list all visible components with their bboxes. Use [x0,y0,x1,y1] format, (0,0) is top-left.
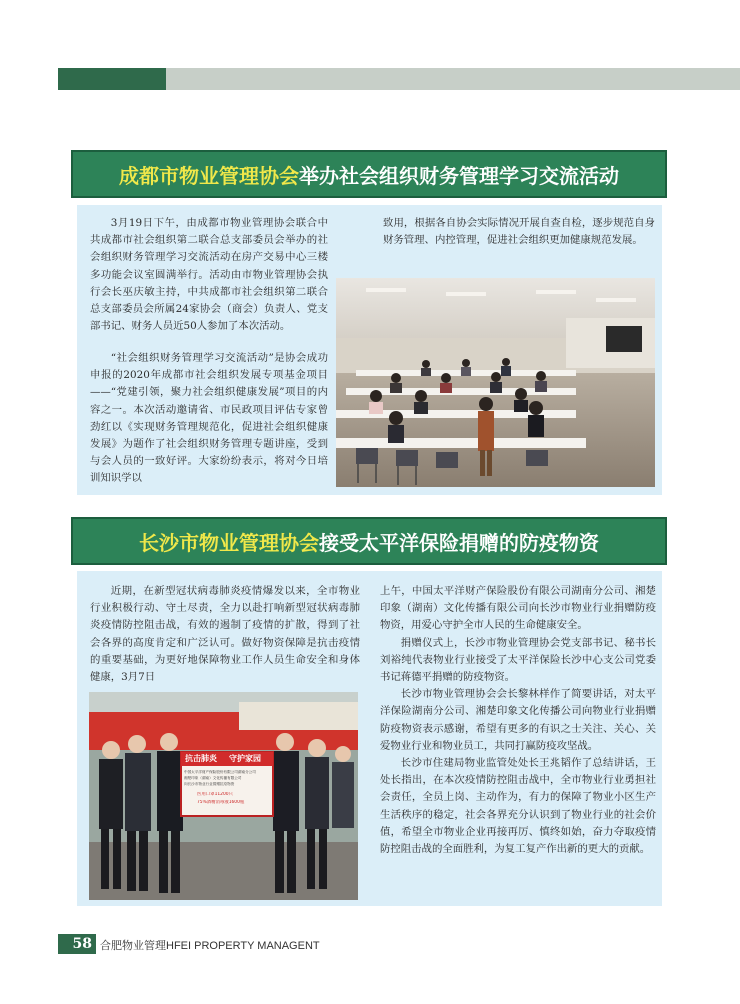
donation-sign-line-3: 向长沙市物业行业捐赠抗疫物资 [184,782,235,786]
donation-sign-left: 抗击肺炎 [185,754,217,763]
article2-paragraph-1: 近期，在新型冠状病毒肺炎疫情爆发以来，全市物业行业积极行动、守土尽责，全力以赴打响新型冠状病毒肺炎疫情防控阻击战，有效的遏制了疫情的扩散，得到了社会各界的高度肯定和广泛认可。做好物资保障是抗击疫情的重要基础，为更好地保障物业工作人员生命安全和身体健康，3月7日 [90,585,360,684]
article1-paragraph-2: “社会组织财务管理学习交流活动”是协会成功申报的2020年成都市社会组织发展专项基金项目——“党建引领，聚力社会组织健康发展”项目的内容之一。本次活动邀请省、市民政项目评估专家曾劲红以《实现财务管理规范化，促进社会组织健康发展》为题作了社会组织财务管理专题讲座，受到与会人员的一致好评。大家纷纷表示，将对今日培训知识学以 [90,352,328,485]
article1-paragraph-3: 致用，根据各自协会实际情况开展自查自检，逐步规范自身财务管理、内控管理，促进社会组织更加健康规范发展。 [383,217,655,247]
donation-photo [89,692,358,900]
article2-title [71,517,667,565]
magazine-name: 合肥物业管理HFEI PROPERTY MANAGENT [100,940,320,952]
article1-title [71,150,667,198]
donation-sign-line-5: 75%酒精消毒液1600瓶 [197,800,245,805]
article1-paragraph-1: 3月19日下午，由成都市物业管理协会联合中共成都市社会组织第二联合总支部委员会举办的社会组织财务管理学习交流活动在房产交易中心三楼多功能会议室圆满举行。活动由市物业管理协会执行会长巫庆敏主持，中共成都市社会组织第二联合总支部委员会所属24家协会（商会）负责人、党支部书记、财务人员近50人参加了本次活动。 [90,217,328,333]
section-title-cn: 友好协会 [66,4,135,23]
article2-paragraph-2: 上午，中国太平洋财产保险股份有限公司湖南分公司、湘楚印象（湖南）文化传播有限公司向长沙市物业行业捐赠防疫物资，用爱心守护全市人民的生命健康安全。 [380,585,656,632]
meeting-photo-illustration [336,278,655,487]
article2-title-highlight: 长沙市物业管理协会 [139,530,319,555]
article2-title-rest: 接受太平洋保险捐赠的防疫物资 [319,530,599,555]
donation-sign-line-4: 医用口罩11200只 [197,792,233,797]
article1-column-left-top [90,215,328,335]
donation-sign-line-1: 中国太平洋财产保险股份有限公司湖南分公司 [184,770,256,774]
section-header-band [166,68,740,90]
section-header [0,68,740,90]
section-header-block [58,68,166,90]
article2-column-left [90,583,360,686]
article1-column-left-bottom [90,350,362,488]
article2-paragraph-4: 长沙市物业管理协会会长黎林样作了简要讲话，对太平洋保险湖南分公司、湘楚印象文化传播公司向物业行业捐赠防疫物资表示感谢，希望有更多的有识之士关注、关心、关爱物业行业和物业员工，共同打赢防疫攻坚战。 [380,688,656,752]
article1-title-rest: 举办社会组织财务管理学习交流活动 [299,163,619,188]
article1-title-highlight: 成都市物业管理协会 [119,163,299,188]
article1-column-right [383,215,655,249]
article2-paragraph-5: 长沙市住建局物业监管处处长王兆韬作了总结讲话，王处长指出，在本次疫情防控阻击战中，全市物业行业勇担社会责任，全员上岗、主动作为，有力的保障了物业小区生产生活秩序的稳定，社会各界充分认识到了物业行业的社会价值，希望全市物业企业再接再厉、慎终如始，奋力夺取疫情防控阻击战的全面胜利，为复工复产作出新的更大的贡献。 [380,757,656,856]
article2-paragraph-3: 捐赠仪式上，长沙市物业管理协会党支部书记、秘书长刘裕纯代表物业行业接受了太平洋保险长沙中心支公司党委书记蒋德平捐赠的防疫物资。 [380,636,656,684]
meeting-photo [336,278,655,487]
section-title-en: Friendship Association [176,4,277,15]
page-number: 58 [58,934,96,954]
article2-column-right [380,583,656,858]
donation-sign-right: 守护家园 [229,754,261,763]
donation-sign-line-2: 湘楚印象（湖南）文化传播有限公司 [184,776,242,780]
